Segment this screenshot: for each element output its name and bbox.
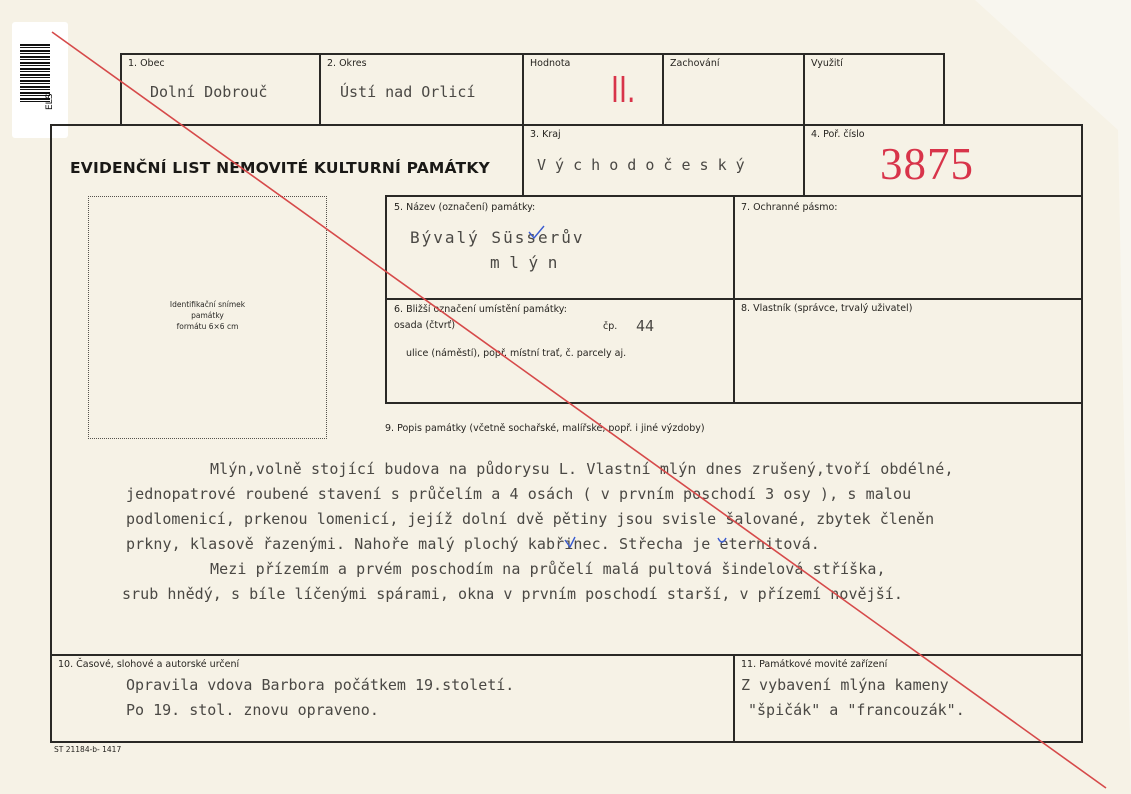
cp-label: čp.	[603, 321, 618, 332]
por-cislo-label: 4. Poř. číslo	[811, 129, 865, 140]
obec-value: Dolní Dobrouč	[150, 83, 268, 101]
vyuziti-label: Využití	[811, 58, 843, 69]
nazev-line1: Bývalý Süsserův	[410, 228, 585, 247]
form-title: EVIDENČNÍ LIST NEMOVITÉ KULTURNÍ PAMÁTKY	[70, 159, 490, 177]
form-code: ST 21184-b- 1417	[54, 745, 122, 754]
casove-line1: Opravila vdova Barbora počátkem 19.století.	[126, 676, 515, 694]
hodnota-value: II.	[611, 70, 636, 111]
photo-caption-line: formátu 6×6 cm	[176, 322, 239, 331]
umisteni-label: 6. Bližší označení umístění památky:	[394, 304, 567, 315]
casove-line2: Po 19. stol. znovu opraveno.	[126, 701, 379, 719]
movite-label: 11. Památkové movité zařízení	[741, 659, 888, 670]
kraj-label: 3. Kraj	[530, 129, 561, 140]
popis-line: jednopatrové roubené stavení s průčelím a 4 osách ( v prvním poschodí 3 osy ), s malou	[126, 485, 912, 503]
ochranne-label: 7. Ochranné pásmo:	[741, 202, 838, 213]
popis-line: srub hnědý, s bíle líčenými spárami, okna v prvním poschodí starší, v přízemí novější.	[122, 585, 903, 603]
vlastnik-label: 8. Vlastník (správce, trvalý uživatel)	[741, 303, 913, 314]
movite-line1: Z vybavení mlýna kameny	[741, 676, 949, 694]
zachovani-label: Zachování	[670, 58, 720, 69]
barcode-text: ELS	[45, 93, 55, 110]
ulice-label: ulice (náměstí), popř. místní trať, č. parcely aj.	[406, 348, 627, 359]
photo-caption-line: památky	[191, 311, 224, 320]
cp-value: 44	[636, 317, 655, 335]
popis-line: Mlýn,volně stojící budova na půdorysu L. Vlastní mlýn dnes zrušený,tvoří obdélné,	[210, 460, 954, 478]
popis-line: Mezi přízemím a prvém poschodím na průčelí malá pultová šindelová stříška,	[210, 560, 886, 578]
nazev-line2: m l ý n	[490, 253, 558, 272]
movite-line2: "špičák" a "francouzák".	[748, 701, 965, 719]
okres-value: Ústí nad Orlicí	[340, 83, 476, 101]
popis-line: prkny, klasově řazenými. Nahoře malý plochý kabřinec. Střecha je eternitová.	[126, 535, 820, 553]
popis-label: 9. Popis památky (včetně sochařské, malířské, popř. i jiné výzdoby)	[385, 423, 705, 434]
osada-label: osada (čtvrť)	[394, 320, 456, 331]
casove-label: 10. Časové, slohové a autorské určení	[58, 659, 240, 670]
nazev-label: 5. Název (označení) památky:	[394, 202, 536, 213]
popis-line: podlomenicí, prkenou lomenicí, jejíž dolní dvě pětiny jsou svisle šalované, zbytek členěn	[126, 510, 935, 528]
por-cislo-value: 3875	[880, 139, 974, 189]
obec-label: 1. Obec	[128, 58, 165, 69]
kraj-value: V ý c h o d o č e s k ý	[537, 156, 745, 174]
photo-caption-line: Identifikační snímek	[169, 300, 246, 309]
hodnota-label: Hodnota	[530, 58, 571, 69]
okres-label: 2. Okres	[327, 58, 367, 69]
